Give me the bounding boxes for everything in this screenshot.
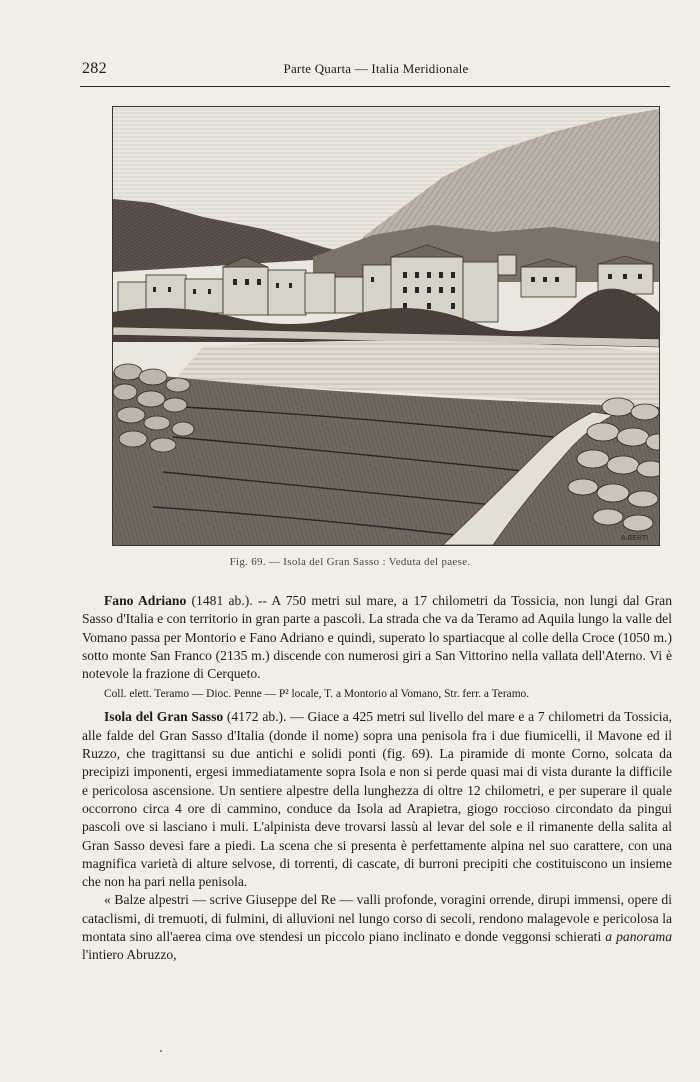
entry-text: (1481 ab.). -- A 750 metri sul mare, a 17 chilometri da Tossicia, non lungi dal Gran Sasso d'Italia e con territorio in gran parte a pascoli. La strada che va da Teramo ad Aquila lungo la valle del Vomano passa per Montorio e Fano Adriano e quindi, superato lo spartiacque al colle della Croce (1050 m.) sotto monte San Franco (2135 m.) discende con numerosi giri a San Vittorino nella vallata dell'Aterno. Vi è notevole la frazione di Cerqueto. xyxy=(82,593,673,682)
running-title: Parte Quarta — Italia Meridionale xyxy=(283,61,469,76)
body-text xyxy=(82,592,672,965)
entry-title: Isola del Gran Sasso xyxy=(104,709,224,725)
entry-text: (4172 ab.). — Giace a 425 metri sul livello del mare e a 7 chilometri da Tossicia, alle falde del Gran Sasso d'Italia (donde il nome) sopra una penisola fra i due fiumicelli, il Mavone ed il Ruzzo, che tragittansi su due antichi e solidi ponti (fig. 69). La piramide di monte Corno, solcata da precipizi imponenti, ergesi immediatamente sopra Isola e non si perde quasi mai di vista durante la difficile e pericolosa ascensione. Un sentiere alpestre della lunghezza di oltre 12 chilometri, e per superare il quale occorrono circa 4 ore di cammino, conduce da Isola ad Arapietra, giogo roccioso circondato da pingui pascoli ove si lasciano i muli. L'alpinista deve trovarsi lassù al levar del sole e il rimanente della salita al Gran Sasso devesi fare a piedi. La scena che si presenta è perfettamente alpina nel suo carattere, con una magnifica varietà di alture selvose, di torrenti, di cascate, di burroni precipiti che costituiscono un insieme che non ha pari nella penisola. xyxy=(82,709,673,890)
figure-caption: Fig. 69. — Isola del Gran Sasso : Veduta del paese. xyxy=(229,556,471,568)
page-header xyxy=(82,60,670,82)
quote-text: « Balze alpestri — scrive Giuseppe del Re — valli profonde, voragini orrende, dirupi immensi, opere di cataclismi, di tremuoti, di fulmini, di alluvioni nel lungo corso di secoli, rendono malagevole e pericolosa la montata sino all'aerea cima ove stendesi un piccolo piano inclinato e donde veggonsi schierati xyxy=(82,892,672,945)
ink-speck xyxy=(160,1050,162,1052)
quote-paragraph xyxy=(82,891,672,964)
engraver-signature: A.BERTI xyxy=(621,535,649,542)
quote-text-end: l'intiero Abruzzo, xyxy=(82,947,177,963)
entry-fano-adriano xyxy=(82,592,672,683)
page-number: 282 xyxy=(82,60,107,77)
entry-title: Fano Adriano xyxy=(104,593,187,608)
header-rule xyxy=(80,86,670,87)
quote-italic: a panorama xyxy=(605,929,672,945)
engraving-illustration xyxy=(112,106,660,546)
entry-isola-del-gran-sasso xyxy=(82,708,672,891)
entry-meta: Coll. elett. Teramo — Dioc. Penne — P² locale, T. a Montorio al Vomano, Str. ferr. a Teramo. xyxy=(104,688,530,701)
